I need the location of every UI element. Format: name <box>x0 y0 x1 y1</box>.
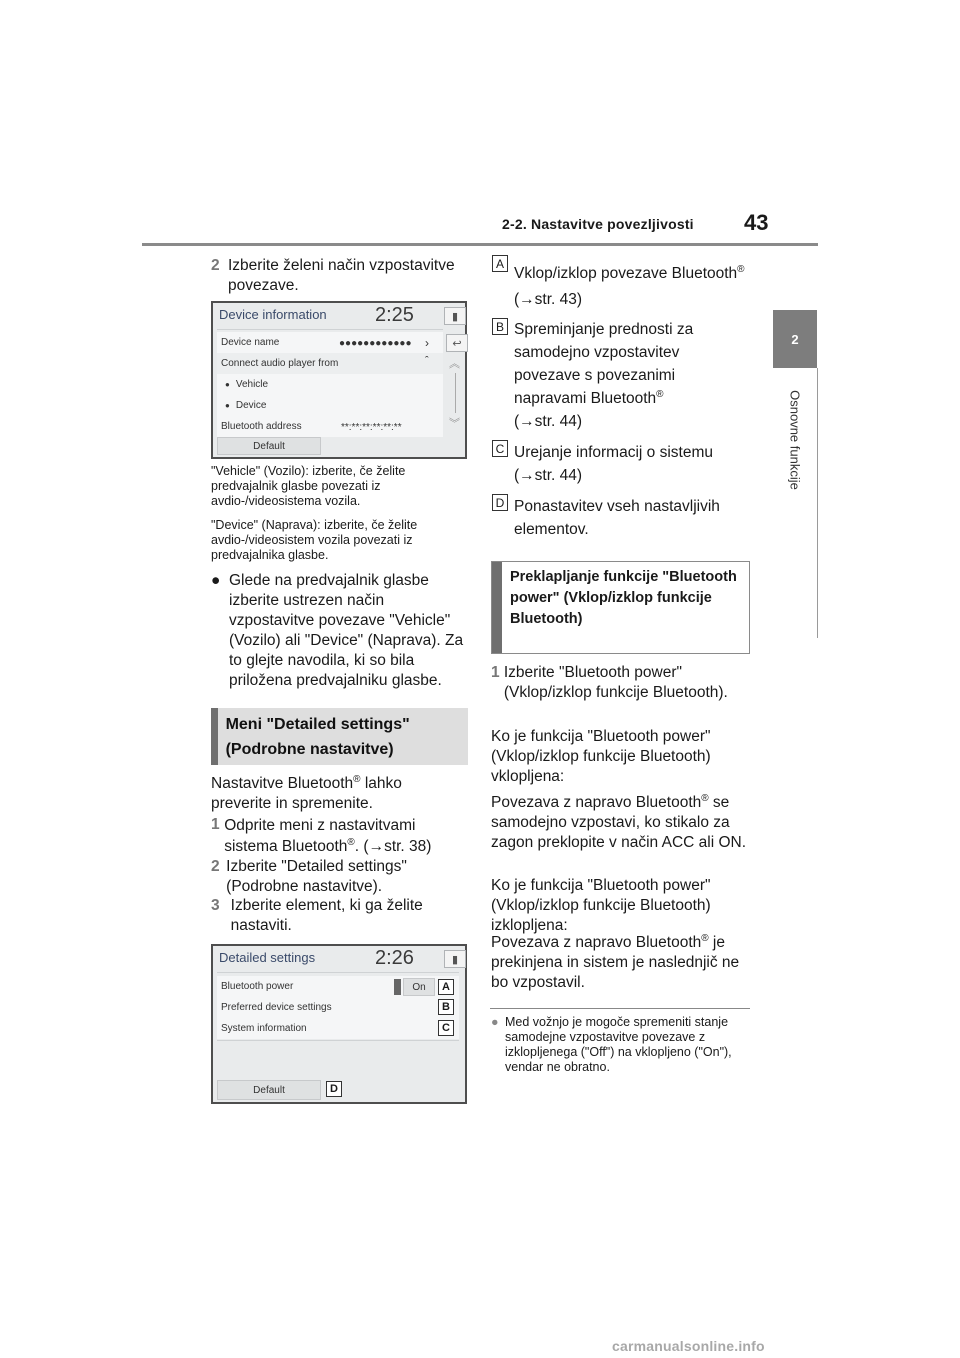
item-c-description <box>514 441 750 487</box>
step-3-select-item <box>211 896 461 936</box>
screen-clock: 2:25 <box>375 304 414 326</box>
note-box-heading: Preklapljanje funkcije "Bluetooth power" (Vklop/izklop funkcije Bluetooth) <box>509 569 737 627</box>
screen-title: Device information <box>219 307 327 322</box>
paragraph-text-a: Povezava z napravo Bluetooth <box>491 794 702 811</box>
note-rule <box>490 1008 750 1009</box>
battery-icon: ▮ <box>444 307 466 325</box>
step-text: Izberite želeni način vzpostavitve povezave. <box>228 257 455 294</box>
scroll-up-icon[interactable]: ︽ <box>449 358 460 370</box>
battery-icon: ▮ <box>444 950 466 968</box>
paragraph-text-b: se samodejno vzpostavi, ko stikalo za zagon preklopite v način ACC ali ON. <box>491 794 747 851</box>
bluetooth-power-label: Bluetooth power <box>221 981 294 992</box>
bullet-icon: ● <box>211 572 221 589</box>
header-rule <box>142 243 818 246</box>
registered-mark: ® <box>353 773 361 785</box>
bluetooth-address-row <box>217 416 443 437</box>
screen-clock: 2:26 <box>375 947 414 969</box>
registered-mark: ® <box>701 792 709 804</box>
item-b-text-b: (→str. 44) <box>514 413 583 430</box>
screen-divider <box>217 329 443 330</box>
bullet-player-mode <box>211 571 469 691</box>
device-caption: "Device" (Naprava): izberite, če želite avdio-/videosistem vozila povezati iz predvajalnika glasbe. <box>211 518 418 562</box>
label-b: B <box>492 318 508 335</box>
radio-selected-icon: ● <box>225 380 230 389</box>
note-bullet-icon: ● <box>491 1015 499 1029</box>
bluetooth-power-toggle[interactable]: On <box>403 978 435 996</box>
item-a-description <box>514 261 750 313</box>
heading-bar <box>211 708 218 765</box>
label-d: D <box>492 494 508 511</box>
system-information-row[interactable] <box>217 1018 459 1039</box>
registered-mark: ® <box>701 932 709 944</box>
default-button[interactable]: Default <box>217 1080 321 1100</box>
label-c: C <box>492 440 508 457</box>
vehicle-caption: "Vehicle" (Vozilo): izberite, če želite predvajalnik glasbe povezati iz avdio-/videosistema vozila. <box>211 464 406 508</box>
chevron-right-icon: › <box>425 336 429 350</box>
bluetooth-address-value: **:**:**:**:**:** <box>341 422 402 433</box>
step-2-select-detailed <box>211 857 461 897</box>
note-box-bar <box>492 562 502 653</box>
registered-mark: ® <box>656 388 664 400</box>
step-number: 3 <box>211 897 220 914</box>
step-1-open-menu <box>211 815 466 857</box>
chapter-tab: 2 <box>773 310 817 368</box>
paragraph-connect-auto <box>491 793 749 853</box>
intro-paragraph <box>211 774 461 814</box>
step-text: Izberite element, ki ga želite nastaviti. <box>230 897 423 934</box>
item-b-text-a: Spreminjanje prednosti za samodejno vzpostavitev povezave s povezanimi napravami Bluetooth <box>514 321 694 407</box>
chapter-tab-rule <box>817 368 818 638</box>
connect-from-label: Connect audio player from <box>221 358 339 369</box>
vehicle-label: Vehicle <box>235 379 269 390</box>
paragraph-bt-off: Ko je funkcija "Bluetooth power" (Vklop/izklop funkcije Bluetooth) izklopljena: <box>491 877 711 934</box>
registered-mark: ® <box>737 263 745 275</box>
driving-note <box>491 1015 749 1075</box>
default-button[interactable]: Default <box>217 437 321 455</box>
callout-a: A <box>438 979 454 995</box>
item-b-description <box>514 318 742 433</box>
page-number: 43 <box>744 210 769 235</box>
note-text: Med vožnjo je mogoče spremeniti stanje samodejne vzpostavitve povezave z izklopljenega ("Off") na vklopljeno ("On"), vendar ne obratno. <box>505 1015 732 1074</box>
item-d-description: Ponastavitev vseh nastavljivih elementov. <box>514 498 720 538</box>
chevron-up-icon: ˆ <box>425 355 429 367</box>
step-number: 2 <box>211 858 220 875</box>
device-label: Device <box>235 400 267 411</box>
watermark: carmanualsonline.info <box>612 1338 765 1354</box>
paragraph-text-b: je prekinjena in sistem je naslednjič ne bo vzpostavil. <box>491 934 740 991</box>
item-a-text-a: Vklop/izklop povezave Bluetooth <box>514 265 738 282</box>
vehicle-option[interactable] <box>217 374 443 395</box>
bluetooth-address-label: Bluetooth address <box>221 421 302 432</box>
detailed-settings-heading <box>211 708 468 765</box>
preferred-device-row[interactable] <box>217 997 459 1018</box>
step-number: 2 <box>211 257 220 274</box>
callout-c: C <box>438 1020 454 1036</box>
item-c-text-b: (→str. 44) <box>514 467 583 484</box>
step-number: 1 <box>211 816 220 833</box>
registered-mark: ® <box>347 836 355 848</box>
preferred-device-label: Preferred device settings <box>221 1002 332 1013</box>
back-icon[interactable]: ↩ <box>446 334 468 352</box>
step-text: Izberite "Bluetooth power" (Vklop/izklop funkcije Bluetooth). <box>503 664 728 701</box>
radio-unselected-icon: ● <box>225 401 230 410</box>
step-text-a: Odprite meni z nastavitvami sistema Bluetooth <box>224 817 416 855</box>
detailed-settings-screen <box>211 944 467 1104</box>
paragraph-bt-on: Ko je funkcija "Bluetooth power" (Vklop/izklop funkcije Bluetooth) vklopljena: <box>491 728 711 785</box>
callout-d: D <box>326 1081 342 1097</box>
screen-title: Detailed settings <box>219 950 316 965</box>
bullet-text: Glede na predvajalnik glasbe izberite ustrezen način vzpostavitve povezave "Vehicle" (Vozilo) ali "Device" (Naprava). Za to glejte navodila, ki so bila priložena predvajalniku glasbe. <box>229 572 464 689</box>
scroll-down-icon[interactable]: ︾ <box>449 418 460 430</box>
paragraph-text-a: Povezava z napravo Bluetooth <box>491 934 702 951</box>
screen-divider <box>217 1040 459 1041</box>
system-information-label: System information <box>221 1023 307 1034</box>
device-name-value: ●●●●●●●●●●●● <box>339 338 412 349</box>
connect-from-row[interactable] <box>217 353 443 374</box>
item-c-text-a: Urejanje informacij o sistemu <box>514 444 713 461</box>
paragraph-disconnected <box>491 933 749 993</box>
item-a-text-b: (→str. 43) <box>514 291 583 308</box>
intro-text-b: lahko preverite in spremenite. <box>211 775 402 812</box>
intro-text-a: Nastavitve Bluetooth <box>211 775 354 792</box>
step-text-b: . (→str. 38) <box>354 838 432 855</box>
step-2-select-mode <box>211 256 461 296</box>
device-information-screen <box>211 301 467 459</box>
step-number: 1 <box>491 664 500 681</box>
heading-text: Meni "Detailed settings" (Podrobne nastavitve) <box>225 716 410 758</box>
callout-b: B <box>438 999 454 1015</box>
screen-divider <box>217 972 459 973</box>
chapter-label: Osnovne funkcije <box>787 390 803 490</box>
step-text: Izberite "Detailed settings" (Podrobne nastavitve). <box>226 858 407 895</box>
scroll-bar[interactable] <box>455 373 456 413</box>
bluetooth-power-note-box <box>491 561 750 654</box>
step-1-select-bt-power <box>491 663 741 703</box>
section-title: 2-2. Nastavitve povezljivosti <box>502 216 694 232</box>
device-name-label: Device name <box>221 337 280 348</box>
toggle-indicator <box>394 979 401 995</box>
device-option[interactable] <box>217 395 443 416</box>
label-a: A <box>492 255 508 272</box>
